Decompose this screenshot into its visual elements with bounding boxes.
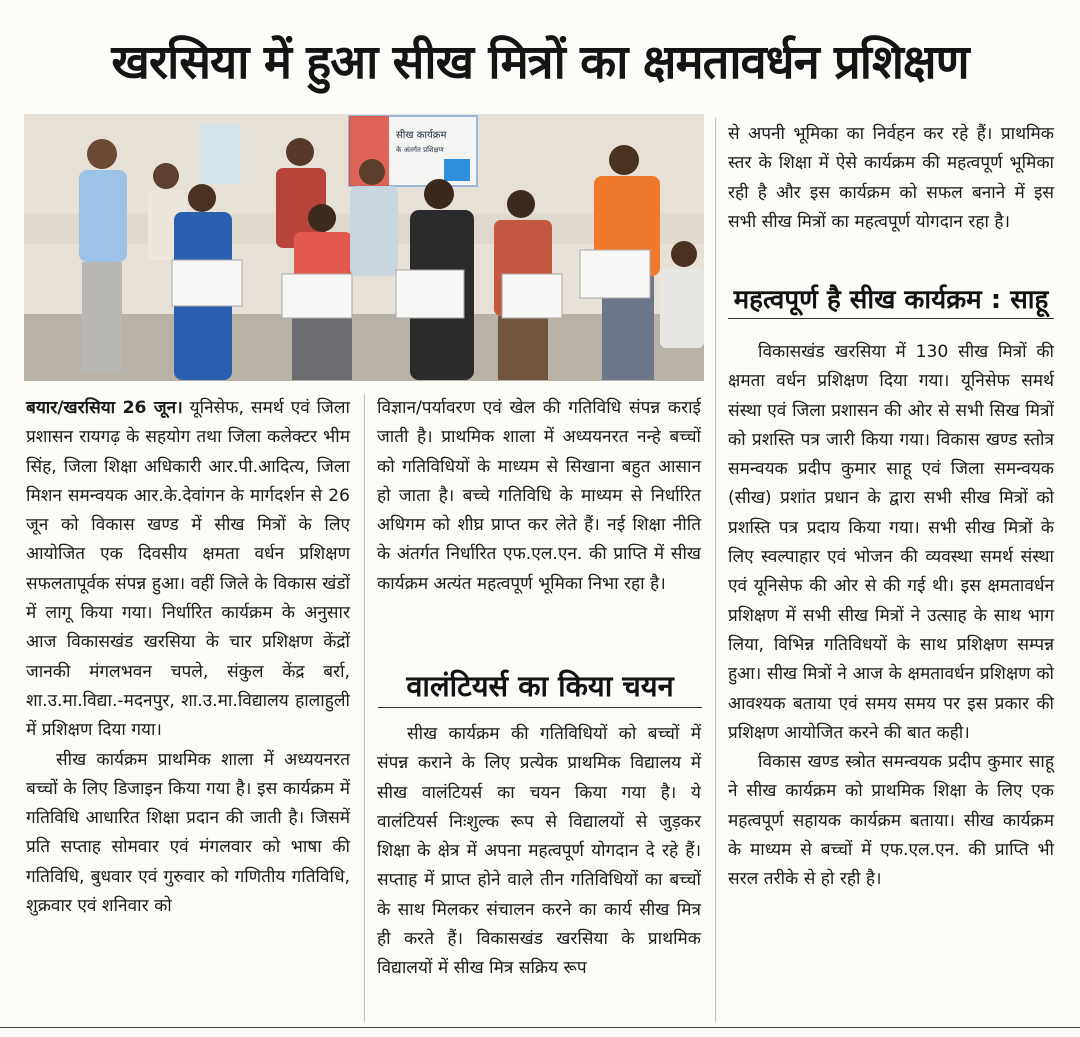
subheading-sahu: महत्वपूर्ण है सीख कार्यक्रम : साहू <box>728 280 1054 319</box>
paragraph: विकास खण्ड स्त्रोत समन्वयक प्रदीप कुमार साहू ने सीख कार्यक्रम को प्राथमिक शिक्षा के लिए एक महत्वपूर्ण सहायक कार्यक्रम बताया। सीख कार्यक्रम के माध्यम से बच्चों में एफ.एल.एन. की प्राप्ति भी सरल तरीके से हो रही है। <box>728 752 1054 890</box>
column-divider <box>364 394 365 1022</box>
paragraph: से अपनी भूमिका का निर्वहन कर रहे हैं। प्राथमिक स्तर के शिक्षा में ऐसे कार्यक्रम की महत्वपूर्ण भूमिका रही है और इस कार्यक्रम को सफल बनाने में इस सभी सीख मित्रों का महत्वपूर्ण योगदान रहा है। <box>728 124 1054 232</box>
bottom-rule <box>0 1027 1080 1028</box>
column-2-bottom <box>377 720 701 984</box>
column-2-top <box>377 394 701 599</box>
headline: खरसिया में हुआ सीख मित्रों का क्षमतावर्धन प्रशिक्षण <box>111 35 969 90</box>
news-photo <box>24 114 704 381</box>
paragraph: सीख कार्यक्रम प्राथमिक शाला में अध्ययनरत बच्चों के लिए डिजाइन किया गया है। इस कार्यक्रम में गतिविधि आधारित शिक्षा प्रदान की जाती है। जिसमें प्रति सप्ताह सोमवार एवं मंगलवार को भाषा की गतिविधि, बुधवार एवं गुरुवार को गणितीय गतिविधि, शुक्रवार एवं शनिवार को <box>26 749 350 917</box>
paragraph: सीख कार्यक्रम की गतिविधियों को बच्चों में संपन्न कराने के लिए प्रत्येक प्राथमिक विद्यालय में सीख वालंटियर्स का चयन किया गया है। ये वालंटियर्स निःशुल्क रूप से विद्यालयों से जुड़कर शिक्षा के क्षेत्र में अपना महत्वपूर्ण योगदान दे रहे हैं। सप्ताह में प्राप्त होने वाले तीन गतिविधियों का बच्चों के साथ मिलकर संचालन करने का कार्य सीख मित्र ही करते हैं। विकासखंड खरसिया के प्राथमिक विद्यालयों में सीख मित्र सक्रिय रूप <box>377 724 701 979</box>
column-3-top <box>728 120 1054 237</box>
paragraph: विकासखंड खरसिया में 130 सीख मित्रों की क्षमता वर्धन प्रशिक्षण दिया गया। यूनिसेफ समर्थ संस्था एवं जिला प्रशासन की ओर से सभी सिख मित्रों को प्रशस्ति पत्र जारी किया गया। विकास खण्ड स्तोत्र समन्वयक प्रदीप कुमार साहू एवं जिला समन्वयक (सीख) प्रशांत प्रधान के द्वारा सभी सीख मित्रों को प्रशस्ति पत्र प्रदाय किया गया। सभी सीख मित्रों के लिए स्वल्पाहार एवं भोजन की व्यवस्था समर्थ संस्था एवं यूनिसेफ की ओर से की गई थी। इस क्षमतावर्धन प्रशिक्षण में सभी सीख मित्रों ने उत्साह के साथ भाग लिया, विभिन्न गतिविधयों के साथ प्रशिक्षण सम्पन्न हुआ। सीख मित्रों ने आज के क्षमतावर्धन प्रशिक्षण को आवश्यक बताया एवं समय समय पर इस प्रकार की प्रशिक्षण आयोजित करने की बात कही। <box>728 342 1054 743</box>
paragraph: विज्ञान/पर्यावरण एवं खेल की गतिविधि संपन्न कराई जाती है। प्राथमिक शाला में अध्ययनरत नन्हे बच्चों को गतिविधियों के माध्यम से सिखाना बहुत आसान हो जाता है। बच्चे गतिविधि के माध्यम से निर्धारित अधिगम को शीघ्र प्राप्त कर लेते हैं। नई शिक्षा नीति के अंतर्गत निर्धारित एफ.एल.एन. की प्राप्ति में सीख कार्यक्रम अत्यंत महत्वपूर्ण भूमिका निभा रहा है। <box>377 398 701 594</box>
dateline: बयार/खरसिया 26 जून। <box>26 398 183 418</box>
subheading-volunteers: वालंटियर्स का किया चयन <box>378 666 702 708</box>
column-1 <box>26 394 350 921</box>
paragraph-text: यूनिसेफ, समर्थ एवं जिला प्रशासन रायगढ़ के सहयोग तथा जिला कलेक्टर भीम सिंह, जिला शिक्षा अधिकारी आर.पी.आदित्य, जिला मिशन समन्वयक आर.के.देवांगन के मार्गदर्शन से 26 जून को विकास खण्ड में सीख मित्रों के लिए आयोजित एक दिवसीय क्षमता वर्धन प्रशिक्षण सफलतापूर्वक संपन्न हुआ। वहीं जिले के विकास खंडों में लागू किया गया। निर्धारित कार्यक्रम के अनुसार आज विकासखंड खरसिया के चार प्रशिक्षण केंद्रों जानकी मंगलभवन चपले, संकुल केंद्र बर्रा, शा.उ.मा.विद्या.-मदनपुर, शा.उ.मा.विद्यालय हालाहुली में प्रशिक्षण दिया गया। <box>26 398 350 741</box>
column-divider <box>715 118 716 1022</box>
banner-text-2: के अंतर्गत प्रशिक्षण <box>396 146 444 154</box>
column-3-bottom <box>728 338 1054 895</box>
group-photo-illustration <box>24 114 704 381</box>
paragraph <box>26 394 350 746</box>
banner-text-1: सीख कार्यक्रम <box>396 130 447 141</box>
